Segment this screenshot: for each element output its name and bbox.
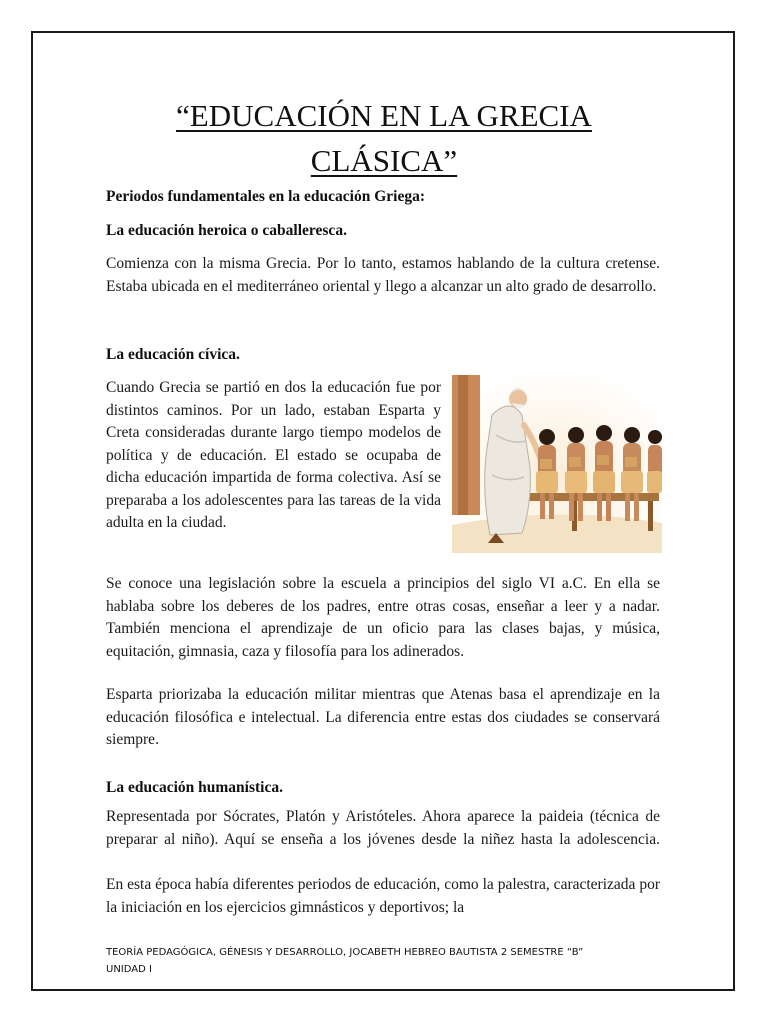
paragraph-education-periods: En esta época había diferentes periodos de educación, como la palestra, caracterizada por la iniciación en los ejercicios gimnásticos y deportivos; la [106,876,660,916]
paragraph-humanistic-education: Representada por Sócrates, Platón y Aristóteles. Ahora aparece la paideia (técnica de preparar al niño). Aquí se enseña a los jóvenes desde la niñez hasta la adolescencia. [106,808,660,848]
heading-heroic-education: La educación heroica o caballeresca. [106,222,347,239]
paragraph-heroic-education: Comienza con la misma Grecia. Por lo tanto, estamos hablando de la cultura cretense. Estaba ubicada en el mediterráneo oriental y llego a alcanzar un alto grado de desarrollo. [106,255,660,295]
title-line-1: “EDUCACIÓN EN LA GRECIA [176,98,592,133]
footer-line-1: TEORÍA PEDAGÓGICA, GÉNESIS Y DESARROLLO, JOCABETH HEBREO BAUTISTA 2 SEMESTRE “B” [106,947,584,958]
paragraph-civic-education: Cuando Grecia se partió en dos la educación fue por distintos caminos. Por un lado, estaban Esparta y Creta consideradas durante largo tiempo modelos de política y de educación. El estado se ocupaba de dicha educación impartida de forma colectiva. Así se preparaba a los adolescentes para las tareas de la vida adulta en la ciudad. [106,379,441,531]
document-title [100,93,668,183]
heading-periods: Periodos fundamentales en la educación Griega: [106,188,426,205]
heading-humanistic-education: La educación humanística. [106,779,283,796]
footer-line-2: UNIDAD I [106,964,152,975]
paragraph-legislation: Se conoce una legislación sobre la escuela a principios del siglo VI a.C. En ella se hablaba sobre los deberes de los padres, entre otras cosas, enseñar a leer y a nadar. También menciona el aprendizaje de un oficio para las clases bajas, y música, equitación, gimnasia, caza y filosofía para los adinerados. [106,575,660,660]
page-footer [106,944,666,978]
paragraph-sparta-athens: Esparta priorizaba la educación militar mientras que Atenas basa el aprendizaje en la educación filosófica e intelectual. La diferencia entre estas dos ciudades se conservará siempre. [106,686,660,748]
teacher-with-students-illustration [452,375,662,553]
heading-civic-education: La educación cívica. [106,346,240,363]
title-line-2: CLÁSICA” [310,143,458,178]
